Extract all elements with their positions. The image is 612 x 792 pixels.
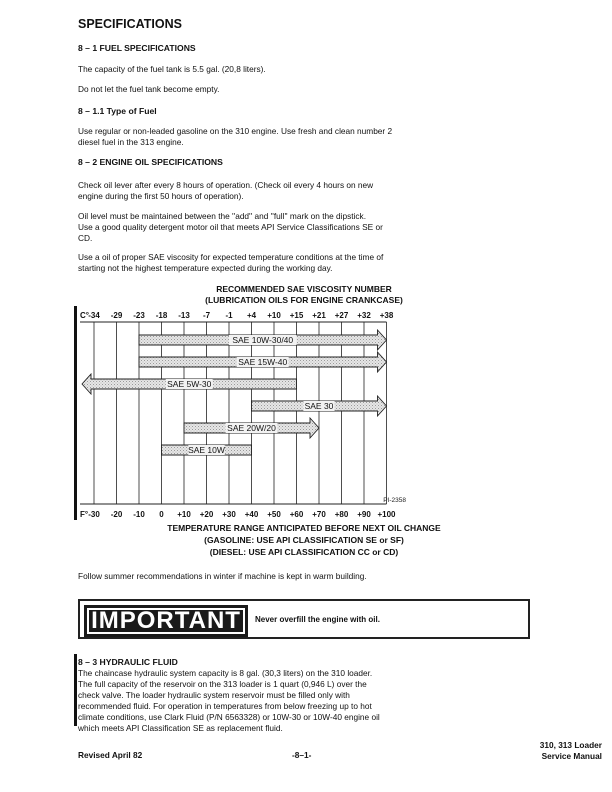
footer-manual: Service Manual bbox=[541, 751, 602, 761]
hydraulic-line2: The full capacity of the reservoir on the 313 loader is 1 quart (0,946 L) over the bbox=[78, 679, 367, 689]
oil-viscosity-line1: Use a oil of proper SAE viscosity for expected temperature conditions at the time of bbox=[78, 252, 384, 262]
hydraulic-line3: check valve. The loader hydraulic system reservoir must be filled only with bbox=[78, 690, 350, 700]
hydraulic-line6: which meets API Classification SE as replacement fluid. bbox=[78, 723, 283, 733]
fahrenheit-tick-label: +40 bbox=[244, 510, 259, 519]
oil-level-line1: Oil level must be maintained between the ''add'' and ''full'' mark on the dipstick. bbox=[78, 211, 367, 221]
oil-level-line2: Use a good quality detergent motor oil that meets API Service Classifications SE or bbox=[78, 222, 383, 232]
fahrenheit-tick-label: +100 bbox=[377, 510, 396, 519]
celsius-tick-label: +10 bbox=[267, 311, 281, 320]
fahrenheit-tick-label: +20 bbox=[199, 510, 214, 519]
footer-model: 310, 313 Loader bbox=[539, 740, 602, 750]
fahrenheit-tick-label: +30 bbox=[222, 510, 236, 519]
fahrenheit-tick-label: -30 bbox=[88, 510, 100, 519]
oil-viscosity-line2: starting not the highest temperature expected during the working day. bbox=[78, 263, 333, 273]
celsius-tick-label: +32 bbox=[357, 311, 371, 320]
fahrenheit-tick-label: +10 bbox=[177, 510, 191, 519]
hydraulic-heading: 8 – 3 HYDRAULIC FLUID bbox=[78, 657, 178, 667]
oil-range-label: SAE 15W-40 bbox=[238, 357, 288, 368]
fahrenheit-tick-label: +80 bbox=[334, 510, 349, 519]
celsius-tick-label: -1 bbox=[225, 311, 233, 320]
celsius-tick-label: -7 bbox=[202, 311, 211, 320]
footer-revised: Revised April 82 bbox=[78, 750, 143, 760]
fahrenheit-axis-label: F° bbox=[80, 510, 89, 519]
hydraulic-left-rule bbox=[74, 654, 77, 726]
viscosity-chart bbox=[72, 306, 422, 520]
fuel-empty-warning: Do not let the fuel tank become empty. bbox=[78, 84, 220, 94]
celsius-tick-label: +4 bbox=[246, 311, 257, 320]
oil-spec-heading: 8 – 2 ENGINE OIL SPECIFICATIONS bbox=[78, 157, 223, 167]
oil-range-label: SAE 10W-30/40 bbox=[232, 335, 294, 346]
chart-caption-line2: (GASOLINE: USE API CLASSIFICATION SE or SF) bbox=[204, 535, 404, 545]
page-title: SPECIFICATIONS bbox=[78, 17, 182, 31]
chart-title-line2: (LUBRICATION OILS FOR ENGINE CRANKCASE) bbox=[205, 295, 403, 305]
celsius-tick-label: -13 bbox=[178, 311, 190, 320]
important-callout bbox=[78, 599, 530, 639]
fahrenheit-tick-label: 0 bbox=[159, 510, 164, 519]
oil-range-label: SAE 30 bbox=[304, 401, 334, 412]
celsius-tick-label: +27 bbox=[334, 311, 349, 320]
celsius-axis-label: C° bbox=[80, 311, 89, 320]
celsius-tick-label: +15 bbox=[289, 311, 304, 320]
hydraulic-line1: The chaincase hydraulic system capacity is 8 gal. (30,3 liters) on the 310 loader. bbox=[78, 668, 373, 678]
fahrenheit-tick-label: +90 bbox=[357, 510, 371, 519]
fuel-spec-heading: 8 – 1 FUEL SPECIFICATIONS bbox=[78, 43, 196, 53]
hydraulic-line5: climate conditions, use Clark Fluid (P/N 6563328) or 10W-30 or 10W-40 engine oil bbox=[78, 712, 380, 722]
fahrenheit-tick-label: -20 bbox=[110, 510, 123, 519]
celsius-tick-label: -34 bbox=[88, 311, 100, 320]
fahrenheit-tick-label: +70 bbox=[312, 510, 326, 519]
oil-range-label: SAE 20W/20 bbox=[227, 423, 276, 434]
chart-title-line1: RECOMMENDED SAE VISCOSITY NUMBER bbox=[216, 284, 392, 294]
oil-level-line3: CD. bbox=[78, 233, 93, 243]
chart-caption-line1: TEMPERATURE RANGE ANTICIPATED BEFORE NEXT OIL CHANGE bbox=[167, 523, 441, 533]
celsius-tick-label: +21 bbox=[312, 311, 326, 320]
chart-caption-line3: (DIESEL: USE API CLASSIFICATION CC or CD) bbox=[209, 547, 399, 557]
fahrenheit-tick-label: +50 bbox=[267, 510, 281, 519]
chart-code-label: PI-2358 bbox=[383, 497, 406, 504]
oil-range-label: SAE 10W bbox=[188, 445, 225, 456]
chart-left-bar bbox=[74, 306, 77, 520]
important-badge: IMPORTANT bbox=[84, 605, 248, 637]
fuel-type-text-line2: diesel fuel in the 313 engine. bbox=[78, 137, 184, 147]
fuel-type-text-line1: Use regular or non-leaded gasoline on the 310 engine. Use fresh and clean number 2 bbox=[78, 126, 393, 136]
important-message: Never overfill the engine with oil. bbox=[255, 615, 380, 624]
winter-note: Follow summer recommendations in winter if machine is kept in warm building. bbox=[78, 571, 367, 581]
fuel-type-heading: 8 – 1.1 Type of Fuel bbox=[78, 106, 157, 116]
oil-check-line2: engine during the first 50 hours of operation). bbox=[78, 191, 244, 201]
footer-page-number: -8–1- bbox=[292, 750, 312, 760]
oil-check-line1: Check oil lever after every 8 hours of operation. (Check oil every 4 hours on new bbox=[78, 180, 374, 190]
fahrenheit-tick-label: +60 bbox=[289, 510, 304, 519]
oil-range-label: SAE 5W-30 bbox=[167, 379, 212, 390]
celsius-tick-label: +38 bbox=[379, 311, 394, 320]
celsius-tick-label: -23 bbox=[133, 311, 145, 320]
fahrenheit-tick-label: -10 bbox=[133, 510, 145, 519]
celsius-tick-label: -18 bbox=[155, 311, 168, 320]
hydraulic-line4: recommended fluid. For operation in temperatures from below freezing up to hot bbox=[78, 701, 372, 711]
celsius-tick-label: -29 bbox=[110, 311, 123, 320]
fuel-capacity-text: The capacity of the fuel tank is 5.5 gal. (20,8 liters). bbox=[78, 64, 266, 74]
